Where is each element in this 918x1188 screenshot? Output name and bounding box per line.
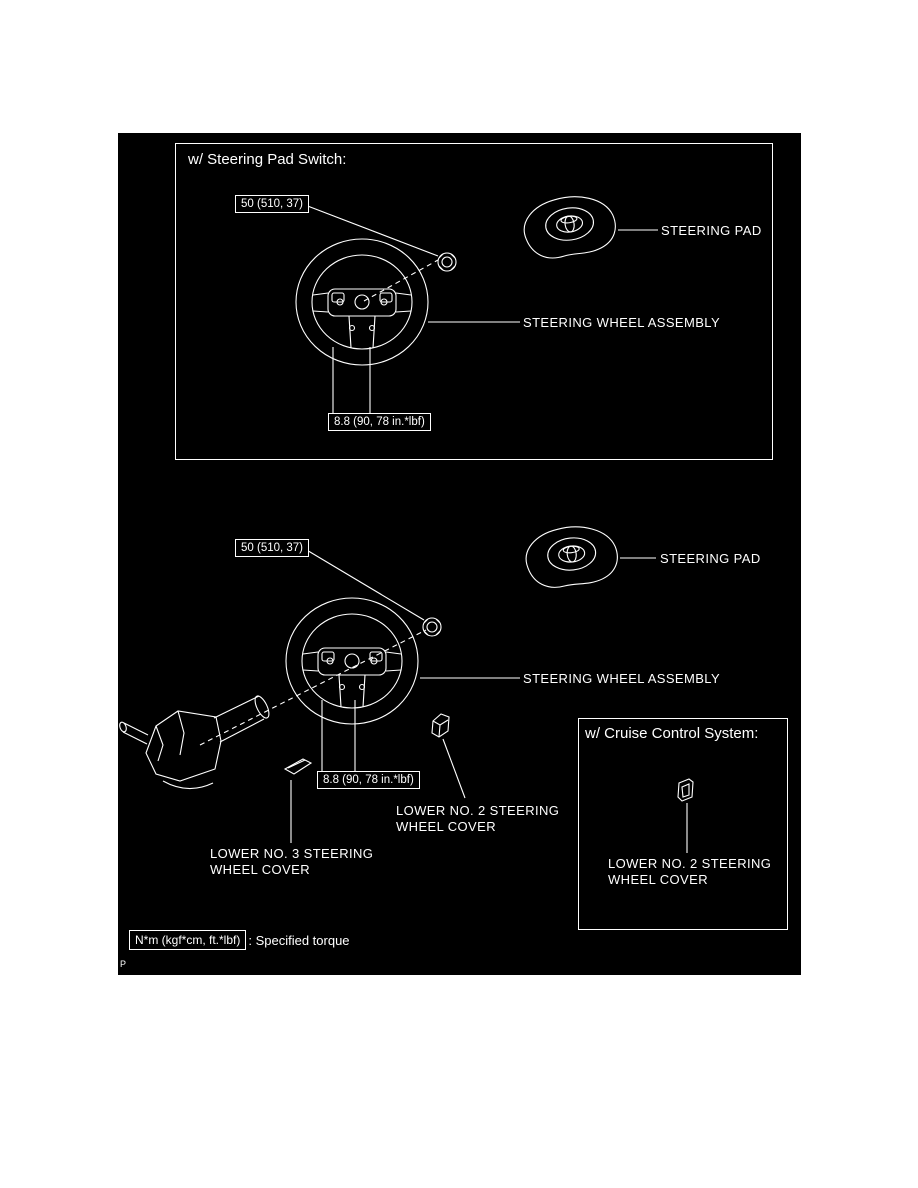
torque-legend-text: : Specified torque xyxy=(248,932,350,948)
lower-no3-cover-label-line2: WHEEL COVER xyxy=(210,862,310,877)
nut-torque-spec-top: 50 (510, 37) xyxy=(235,195,309,213)
steering-wheel-drawing-main xyxy=(286,598,418,724)
service-manual-diagram xyxy=(118,133,801,975)
lower-no2-cover-label xyxy=(396,803,559,835)
steering-wheel-assembly-label-main: STEERING WHEEL ASSEMBLY xyxy=(523,671,721,686)
lower-no2-cover-label-line2: WHEEL COVER xyxy=(396,819,496,834)
steering-pad-label-top: STEERING PAD xyxy=(661,223,762,238)
lower-no2-cover-label-line1: LOWER NO. 2 STEERING xyxy=(396,803,560,818)
lower-no3-cover-label-line1: LOWER NO. 3 STEERING xyxy=(210,846,374,861)
screw-torque-spec-main: 8.8 (90, 78 in.*lbf) xyxy=(317,771,420,789)
steering-wheel-assembly-label-top: STEERING WHEEL ASSEMBLY xyxy=(523,315,721,330)
corner-mark: P xyxy=(120,959,127,969)
nut-torque-spec-main: 50 (510, 37) xyxy=(235,539,309,557)
cruise-lower-no2-cover-label xyxy=(608,856,771,888)
steering-column-drawing xyxy=(118,694,271,789)
cruise-section-title: w/ Cruise Control System: xyxy=(585,725,759,742)
lower-no3-cover-label xyxy=(210,846,373,878)
lower-no3-cover-drawing xyxy=(285,759,311,774)
lower-no2-cover-drawing xyxy=(432,714,449,737)
cruise-control-frame xyxy=(578,718,788,930)
top-section-title: w/ Steering Pad Switch: xyxy=(188,151,347,168)
steering-pad-switch-frame xyxy=(175,143,773,460)
cruise-lower-no2-cover-label-line1: LOWER NO. 2 STEERING xyxy=(608,856,772,871)
steering-pad-label-main: STEERING PAD xyxy=(660,551,761,566)
steering-pad-drawing-main xyxy=(523,522,620,590)
torque-units-box: N*m (kgf*cm, ft.*lbf) xyxy=(129,930,246,950)
cruise-lower-no2-cover-label-line2: WHEEL COVER xyxy=(608,872,708,887)
screw-torque-spec-top: 8.8 (90, 78 in.*lbf) xyxy=(328,413,431,431)
nut-drawing-main xyxy=(423,618,441,636)
torque-legend xyxy=(129,930,350,950)
